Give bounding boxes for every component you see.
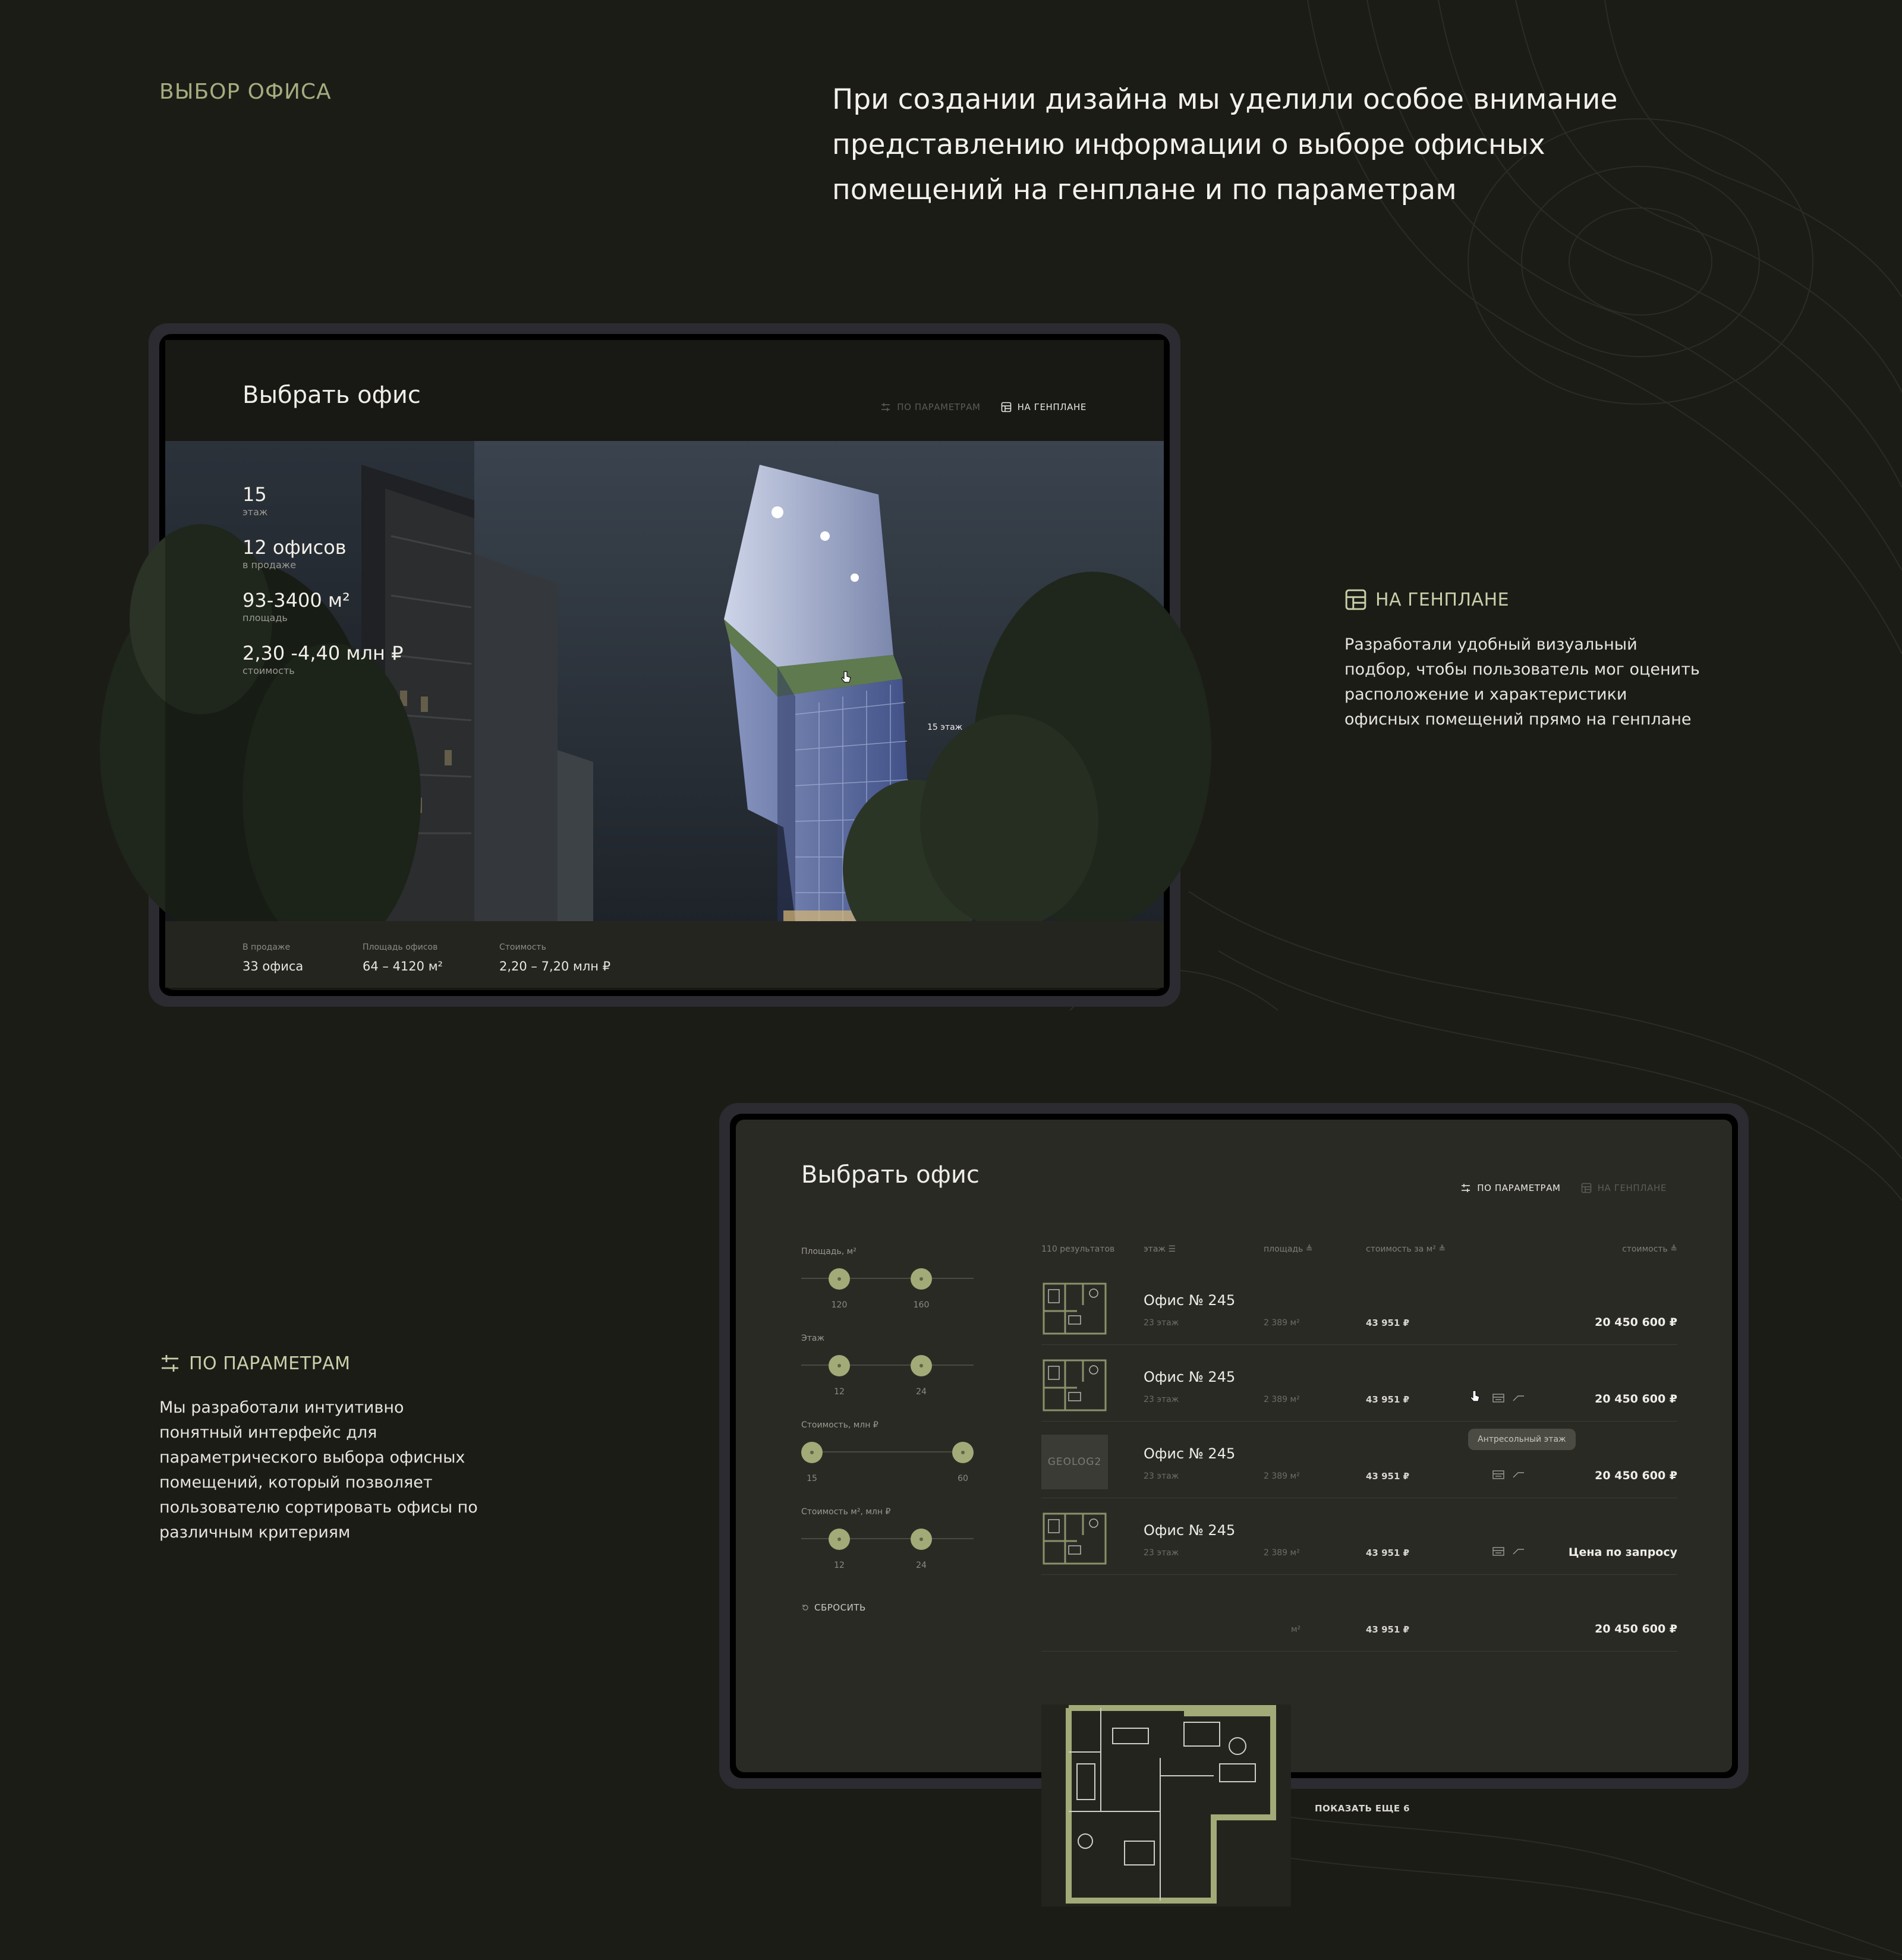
masterplan-icon	[1581, 1183, 1592, 1193]
office-price: 20 450 600 ₽	[1595, 1316, 1677, 1329]
view-tabs	[880, 402, 1087, 412]
sliders-icon	[1460, 1183, 1471, 1193]
stat-value: 2,30 -4,40 млн ₽	[243, 642, 404, 664]
price-range-slider[interactable]	[801, 1438, 974, 1483]
tab-masterplan-label: НА ГЕНПЛАНЕ	[1017, 402, 1087, 412]
tab-params[interactable]	[880, 402, 980, 412]
tablet-parameters	[719, 1103, 1749, 1814]
summary-bar	[165, 921, 1164, 988]
sort-ppm[interactable]	[1366, 1244, 1446, 1254]
filter-price	[801, 1420, 974, 1507]
slider-track	[801, 1538, 974, 1539]
office-floor: 23 этаж	[1144, 1318, 1179, 1328]
sort-icon: ≜	[1305, 1244, 1313, 1254]
screen-parameters	[736, 1120, 1732, 1814]
sort-icon: ☰	[1168, 1244, 1176, 1254]
feature-masterplan	[1344, 588, 1701, 732]
summary-value: 64 – 4120 м²	[363, 959, 443, 973]
feature-params	[159, 1353, 492, 1545]
office-area: 2 389 м²	[1264, 1395, 1300, 1404]
slider-max-handle[interactable]	[911, 1355, 932, 1376]
office-name: Офис № 245	[1144, 1522, 1236, 1539]
feature-masterplan-text: Разработали удобный визуальный подбор, чтобы пользователь мог оценить расположение и характеристики офисных помещений прямо на генплане	[1344, 635, 1700, 729]
sort-price[interactable]	[1622, 1244, 1677, 1254]
intro-text: При создании дизайна мы уделили особое внимание представлению информации о выборе офисных помещений на генплане и по параметрам	[832, 83, 1618, 206]
tab-params[interactable]	[1460, 1183, 1560, 1193]
view-tabs	[1460, 1183, 1667, 1193]
summary-area	[363, 943, 443, 973]
office-price: 20 450 600 ₽	[1595, 1392, 1677, 1406]
stat-label: этаж	[243, 506, 268, 518]
office-area: 2 389 м²	[1264, 1318, 1300, 1328]
table-row[interactable]	[1041, 1498, 1677, 1575]
stat-label: в продаже	[243, 559, 297, 571]
office-name: Офис № 245	[1144, 1369, 1236, 1385]
office-area: 2 389 м²	[1264, 1548, 1300, 1558]
table-row[interactable]	[1041, 1345, 1677, 1422]
office-price-per-m2: 43 951 ₽	[1366, 1471, 1410, 1482]
floorplan-thumbnail	[1041, 1511, 1108, 1566]
office-logo	[1041, 1435, 1108, 1489]
floor-stats	[243, 483, 403, 694]
cursor-icon	[840, 670, 852, 685]
filter-price-per-m2	[801, 1507, 974, 1594]
mezzanine-icon[interactable]	[1512, 1469, 1525, 1480]
ppm-range-slider[interactable]	[801, 1525, 974, 1570]
stat-floor	[243, 483, 403, 518]
stat-offices	[243, 535, 403, 571]
floorplan-thumbnail	[1041, 1358, 1108, 1413]
tooltip: Антресольный этаж	[1468, 1429, 1576, 1450]
tab-params-label: ПО ПАРАМЕТРАМ	[897, 402, 981, 412]
summary-value: 33 офиса	[243, 959, 304, 973]
section-label: ВЫБОР ОФИСА	[159, 80, 332, 104]
floorplan-thumbnail	[1041, 1281, 1108, 1336]
sort-area[interactable]	[1264, 1244, 1313, 1254]
slider-max-value: 160	[913, 1300, 930, 1310]
mezzanine-icon[interactable]	[1512, 1392, 1525, 1403]
tab-masterplan[interactable]	[1001, 402, 1087, 412]
stat-label: стоимость	[243, 665, 295, 676]
building-render	[165, 441, 1164, 921]
slider-track	[801, 1278, 974, 1279]
summary-on-sale	[243, 943, 303, 973]
filter-area	[801, 1247, 974, 1334]
office-price: 20 450 600 ₽	[1595, 1469, 1677, 1482]
sliders-icon	[159, 1353, 181, 1374]
sort-floor[interactable]	[1144, 1244, 1176, 1254]
slider-max-value: 24	[916, 1561, 927, 1570]
reset-icon	[801, 1603, 810, 1612]
office-floor: 23 этаж	[1144, 1395, 1179, 1404]
slider-min-value: 15	[807, 1474, 817, 1483]
slider-min-value: 12	[834, 1387, 845, 1397]
column-label: стоимость	[1622, 1244, 1668, 1254]
office-price-per-m2: 43 951 ₽	[1366, 1394, 1410, 1405]
office-name: Офис № 245	[1144, 1445, 1236, 1462]
slider-min-handle[interactable]	[829, 1529, 850, 1550]
elevator-icon[interactable]	[1492, 1546, 1505, 1556]
reset-button[interactable]	[801, 1602, 866, 1613]
floor-range-slider[interactable]	[801, 1351, 974, 1397]
filter-label: Стоимость м², млн ₽	[801, 1507, 891, 1517]
results-count: 110 результатов	[1041, 1244, 1115, 1254]
slider-min-value: 120	[831, 1300, 848, 1310]
slider-max-handle[interactable]	[911, 1268, 932, 1290]
feature-masterplan-title	[1344, 588, 1701, 611]
feature-icons	[1492, 1546, 1525, 1556]
sort-icon: ≜	[1438, 1244, 1446, 1254]
office-area: м²	[1291, 1625, 1301, 1634]
tab-masterplan[interactable]	[1581, 1183, 1667, 1193]
summary-label: В продаже	[243, 943, 291, 952]
tab-params-label: ПО ПАРАМЕТРАМ	[1477, 1183, 1561, 1193]
screen-masterplan	[165, 340, 1164, 990]
stat-label: площадь	[243, 612, 288, 623]
filters-panel	[801, 1247, 974, 1594]
stat-value: 15	[243, 483, 267, 506]
slider-min-handle[interactable]	[801, 1442, 823, 1463]
column-label: площадь	[1264, 1244, 1303, 1254]
summary-label: Стоимость	[499, 943, 546, 952]
feature-params-text: Мы разработали интуитивно понятный интерфейс для параметрического выбора офисных помещений, который позволяет пользователю сортировать офисы по различным критериям	[159, 1398, 478, 1542]
office-price: 20 450 600 ₽	[1595, 1622, 1677, 1636]
results-table	[1041, 1244, 1677, 1814]
feature-title-text: НА ГЕНПЛАНЕ	[1375, 589, 1510, 610]
slider-min-handle[interactable]	[829, 1268, 850, 1290]
office-price: Цена по запросу	[1568, 1546, 1677, 1559]
stat-area	[243, 588, 403, 623]
summary-price	[499, 943, 610, 973]
sliders-icon	[880, 402, 891, 412]
elevator-icon[interactable]	[1492, 1469, 1505, 1480]
office-area: 2 389 м²	[1264, 1471, 1300, 1481]
slider-max-value: 24	[916, 1387, 927, 1397]
page-title: Выбрать офис	[801, 1161, 980, 1189]
page-title: Выбрать офис	[243, 382, 421, 409]
tablet-masterplan	[149, 323, 1180, 1007]
slider-min-handle[interactable]	[829, 1355, 850, 1376]
sort-icon: ≜	[1670, 1244, 1677, 1254]
masterplan-icon	[1344, 588, 1367, 611]
floorplan-preview	[1041, 1704, 1291, 1907]
office-price-per-m2: 43 951 ₽	[1366, 1624, 1410, 1635]
slider-max-value: 60	[958, 1474, 968, 1483]
office-floor: 23 этаж	[1144, 1548, 1179, 1558]
office-price-per-m2: 43 951 ₽	[1366, 1548, 1410, 1558]
feature-icons	[1492, 1469, 1525, 1480]
filter-label: Площадь, м²	[801, 1247, 856, 1256]
feature-title-text: ПО ПАРАМЕТРАМ	[189, 1353, 351, 1374]
table-row[interactable]	[1041, 1575, 1677, 1652]
slider-min-value: 12	[834, 1561, 845, 1570]
filter-label: Этаж	[801, 1334, 825, 1343]
reset-label: СБРОСИТЬ	[814, 1602, 866, 1613]
filter-label: Стоимость, млн ₽	[801, 1420, 878, 1430]
show-more-button[interactable]: ПОКАЗАТЬ ЕЩЕ 6	[1315, 1803, 1410, 1814]
feature-icons	[1492, 1392, 1525, 1403]
column-label: стоимость за м²	[1366, 1244, 1436, 1254]
logo-text: GEOLOG2	[1047, 1456, 1102, 1468]
masterplan-icon	[1001, 402, 1012, 412]
mezzanine-icon[interactable]	[1512, 1546, 1525, 1556]
elevator-icon[interactable]	[1492, 1392, 1505, 1403]
stat-value: 93-3400 м²	[243, 589, 350, 612]
slider-max-handle[interactable]	[952, 1442, 974, 1463]
summary-label: Площадь офисов	[363, 943, 438, 952]
cursor-icon	[1469, 1389, 1481, 1404]
table-row[interactable]	[1041, 1268, 1677, 1345]
stat-price	[243, 641, 403, 676]
floor-tag[interactable]: 15 этаж	[927, 723, 963, 732]
office-name: Офис № 245	[1144, 1292, 1236, 1309]
column-label: этаж	[1144, 1244, 1166, 1254]
table-row[interactable]	[1041, 1422, 1677, 1498]
office-floor: 23 этаж	[1144, 1471, 1179, 1481]
filter-floor	[801, 1334, 974, 1420]
slider-max-handle[interactable]	[911, 1529, 932, 1550]
office-price-per-m2: 43 951 ₽	[1366, 1318, 1410, 1328]
stat-value: 12 офисов	[243, 536, 347, 559]
area-range-slider[interactable]	[801, 1265, 974, 1310]
floorplan-drawing	[1041, 1704, 1291, 1907]
results-header	[1041, 1244, 1677, 1268]
tab-masterplan-label: НА ГЕНПЛАНЕ	[1597, 1183, 1667, 1193]
feature-params-title	[159, 1353, 492, 1374]
slider-track	[801, 1451, 974, 1452]
slider-track	[801, 1365, 974, 1366]
summary-value: 2,20 – 7,20 млн ₽	[499, 959, 611, 973]
